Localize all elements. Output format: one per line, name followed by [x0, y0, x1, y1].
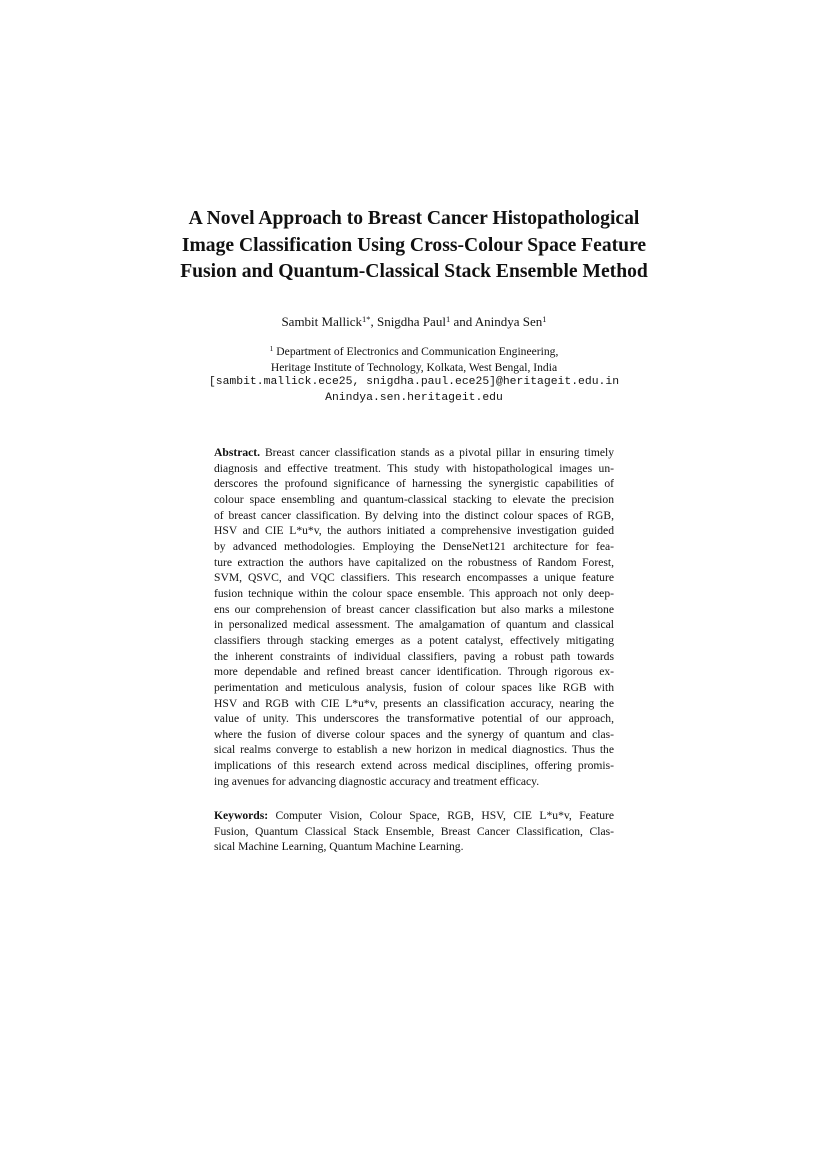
abstract-line: fusion technique within the colour space ensemble. This approach not only deep-	[214, 586, 614, 600]
author-list	[140, 314, 688, 330]
abstract-line: ing avenues for advancing diagnostic accuracy and treatment efficacy.	[214, 774, 540, 788]
abstract-line: in personalized medical assessment. The amalgamation of quantum and classical	[214, 618, 614, 632]
abstract-line: HSV and RGB with CIE L*u*v, presents an classification accuracy, nearing the	[214, 696, 614, 710]
abstract-line: sical realms converge to establish a new horizon in medical diagnostics. Thus the	[214, 743, 614, 757]
keywords-line: Fusion, Quantum Classical Stack Ensemble, Breast Cancer Classification, Clas-	[214, 824, 614, 838]
author-separator: and	[450, 314, 475, 329]
title-line: Image Classification Using Cross-Colour Space Feature	[181, 234, 647, 256]
abstract-label: Abstract.	[214, 446, 261, 459]
title-line: Fusion and Quantum-Classical Stack Ensemble Method	[180, 261, 648, 282]
keywords-text: Computer Vision, Colour Space, RGB, HSV, CIE L*u*v, Feature	[268, 809, 614, 822]
keywords-label: Keywords:	[214, 809, 269, 822]
keywords-line: sical Machine Learning, Quantum Machine Learning.	[214, 840, 464, 854]
author-name: Snigdha Paul	[376, 314, 446, 329]
abstract-line: by advanced methodologies. Employing the DenseNet121 architecture for fea-	[214, 539, 614, 553]
abstract-line: ture extraction the authors have capitalized on the robustness of Random Forest,	[214, 555, 614, 569]
author-name: Anindya Sen	[474, 314, 543, 329]
abstract-line: derscores the profound significance of harnessing the synergistic capabilities of	[214, 477, 614, 491]
abstract-line: implications of this research extend across medical disciplines, offering promis-	[214, 759, 614, 773]
abstract-line: colour space ensembling and quantum-classical stacking to elevate the precision	[214, 492, 614, 506]
abstract-line: SVM, QSVC, and VQC classifiers. This research encompasses a unique feature	[214, 571, 614, 585]
author-affiliation-mark: 1*	[361, 314, 371, 324]
affiliation-email: Anindya.sen.heritageit.edu	[325, 391, 503, 404]
abstract-section	[214, 445, 614, 789]
paper-title	[140, 206, 688, 286]
keywords-line	[214, 808, 614, 824]
abstract-line: HSV and CIE L*u*v, the authors initiated a comprehensive investigation guided	[214, 524, 614, 538]
author-separator: ,	[370, 314, 377, 329]
abstract-line: where the fusion of diverse colour spaces and the synergy of quantum and clas-	[214, 727, 614, 741]
abstract-line: ens our comprehension of breast cancer classification but also marks a milestone	[214, 602, 614, 616]
department-text: Department of Electronics and Communication Engineering,	[273, 345, 559, 358]
affiliation-block	[100, 344, 728, 406]
abstract-line: diagnosis and effective treatment. This study with histopathological images un-	[214, 461, 614, 475]
affiliation-institute: Heritage Institute of Technology, Kolkata, West Bengal, India	[270, 360, 558, 374]
abstract-text: Breast cancer classification stands as a pivotal pillar in ensuring timely	[260, 446, 614, 459]
affiliation-department	[100, 344, 728, 360]
affiliation-email: [sambit.mallick.ece25, snigdha.paul.ece25]@heritageit.edu.in	[208, 376, 620, 389]
author-affiliation-mark: 1	[445, 314, 451, 324]
abstract-line: the inherent constraints of individual classifiers, paving a robust path towards	[214, 649, 614, 663]
abstract-line: value of unity. This underscores the transformative potential of our approach,	[214, 712, 614, 726]
title-line: A Novel Approach to Breast Cancer Histopathological	[188, 208, 640, 229]
abstract-line	[214, 445, 614, 461]
affiliation-mark: 1	[269, 344, 274, 353]
abstract-line: more dependable and refined breast cancer identification. Through rigorous ex-	[214, 665, 614, 679]
abstract-line: classifiers through stacking emerges as a potent catalyst, effectively mitigating	[214, 633, 614, 647]
author-affiliation-mark: 1	[542, 314, 547, 324]
abstract-line: perimentation and meticulous analysis, fusion of colour spaces like RGB with	[214, 680, 614, 694]
abstract-line: of breast cancer classification. By delving into the distinct colour spaces of RGB,	[214, 508, 614, 522]
keywords-section	[214, 808, 614, 855]
author-name: Sambit Mallick	[281, 314, 362, 329]
